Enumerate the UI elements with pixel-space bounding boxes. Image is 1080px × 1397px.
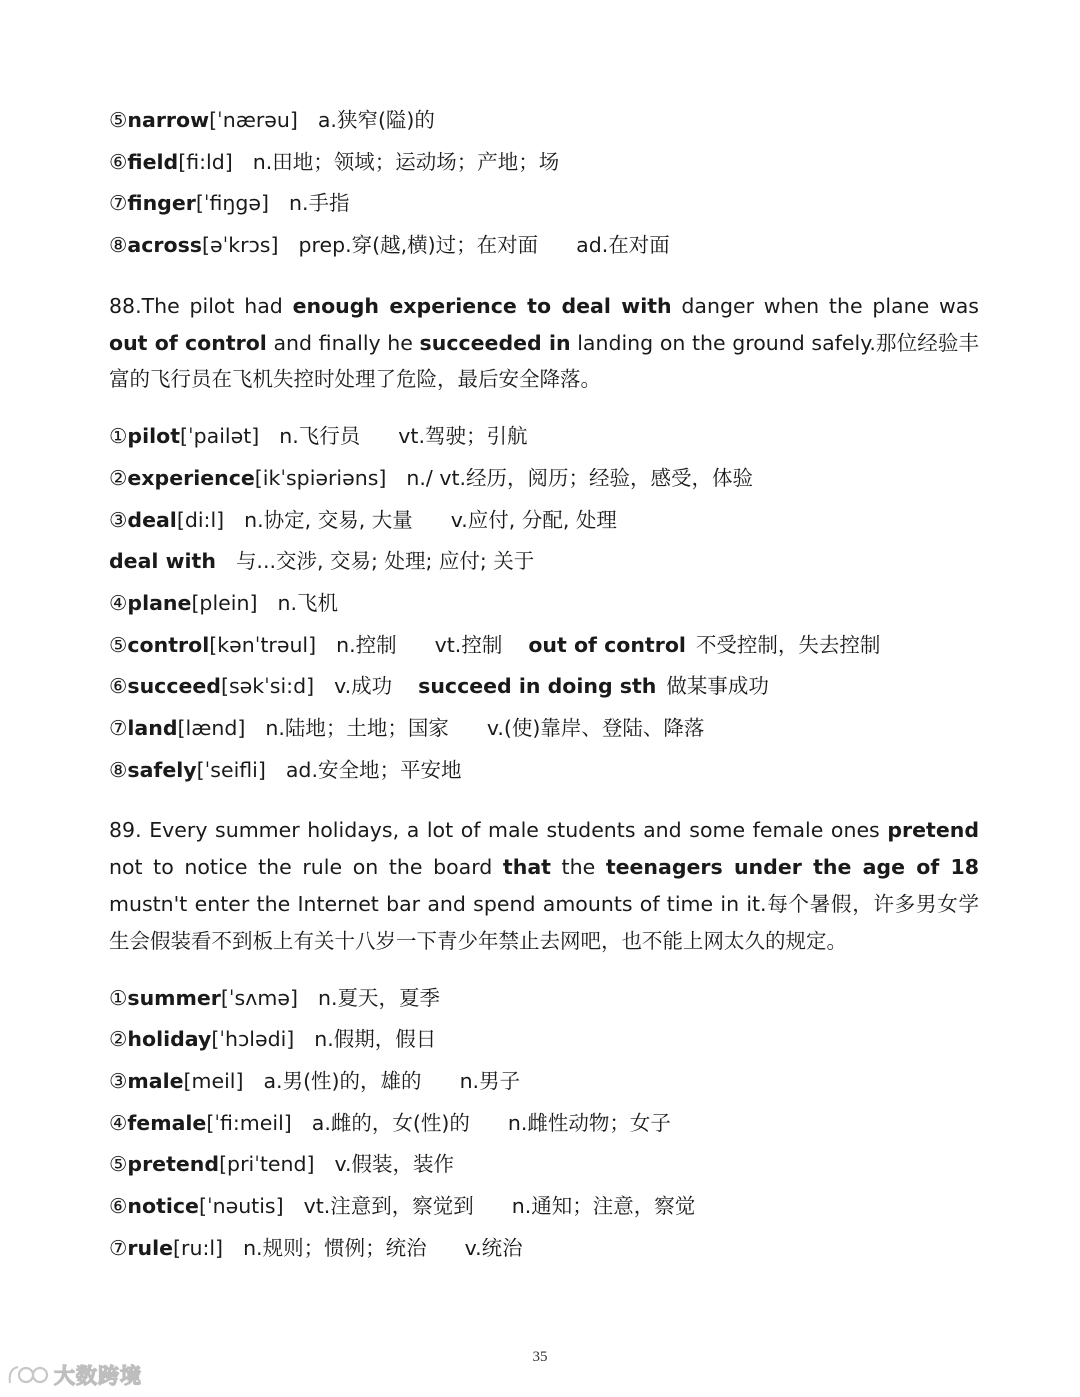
definition: n.男子 — [459, 1068, 521, 1093]
definition: v.统治 — [464, 1235, 523, 1260]
bold-phrase: enough experience to deal with — [292, 293, 672, 318]
vocab-block-1 — [109, 100, 979, 267]
definition: v.假装，装作 — [334, 1152, 455, 1177]
definition: n.规则；惯例；统治 — [243, 1235, 427, 1260]
vocab-entry — [109, 1186, 979, 1228]
document-page — [109, 100, 979, 1269]
definition: n./ vt.经历，阅历；经验，感受，体验 — [406, 465, 754, 490]
sentence-text: danger when the plane was — [671, 293, 979, 318]
phrase: succeed in doing sth — [418, 674, 657, 699]
sentence-text: the — [550, 855, 606, 880]
phonetic: [ˈsʌmə] — [220, 985, 298, 1010]
phonetic: [ˈseifli] — [196, 757, 266, 782]
definition: n.协定, 交易, 大量 — [244, 507, 413, 532]
entry-number: ④ — [109, 1110, 128, 1135]
phonetic: [əˈkrɔs] — [201, 233, 279, 258]
headword: land — [127, 715, 178, 740]
sentence-text: mustn't enter the Internet bar and spend amounts of time in it.每个暑假，许多男女学生会假装看不到板上有关十八岁一下青少年禁止去网吧，也不能上网太久的规定。 — [109, 891, 979, 953]
phrase-definition: 不受控制，失去控制 — [695, 632, 881, 657]
headword: notice — [127, 1193, 199, 1218]
headword: male — [127, 1068, 184, 1093]
phonetic: [ˈnærəu] — [209, 108, 298, 132]
definition: n.飞行员 — [279, 424, 361, 449]
definition: v.(使)靠岸、登陆、降落 — [486, 715, 705, 740]
sentence-text: and finally he — [266, 330, 420, 355]
entry-number: ④ — [109, 590, 128, 615]
vocab-entry — [109, 458, 979, 500]
definition: vt.注意到，察觉到 — [303, 1193, 474, 1218]
phonetic: [ˈnəutis] — [198, 1193, 284, 1218]
headword: field — [127, 149, 179, 174]
bold-phrase: pretend — [887, 818, 979, 843]
definition: ad.安全地；平安地 — [285, 757, 462, 782]
page-number: 35 — [532, 1349, 548, 1365]
definition: a.狭窄(隘)的 — [317, 108, 435, 132]
phrase: out of control — [528, 632, 686, 657]
definition: a.雌的，女(性)的 — [311, 1110, 470, 1135]
vocab-entry — [109, 541, 979, 583]
vocab-entry — [109, 1061, 979, 1103]
definition: v.应付, 分配, 处理 — [450, 507, 617, 532]
entry-number: ⑤ — [109, 632, 128, 657]
headword: experience — [127, 465, 255, 490]
phonetic: [ˈfiŋgə] — [195, 191, 270, 216]
definition: prep.穿(越,横)过；在对面 — [298, 233, 539, 258]
vocab-entry — [109, 142, 979, 184]
bold-phrase: out of control — [109, 330, 267, 355]
vocab-entry — [109, 183, 979, 225]
entry-number: ⑤ — [109, 1152, 128, 1177]
entry-number: ⑥ — [109, 149, 128, 174]
bold-phrase: that — [502, 855, 551, 880]
vocab-entry — [109, 583, 979, 625]
entry-number: ⑥ — [109, 1193, 128, 1218]
vocab-entry — [109, 500, 979, 542]
definition: 与...交涉, 交易; 处理; 应付; 关于 — [235, 549, 535, 574]
entry-number: ① — [109, 985, 128, 1010]
sentence-text: 88.The pilot had — [109, 293, 293, 318]
entry-number: ⑧ — [109, 757, 128, 782]
phonetic: [meil] — [183, 1068, 244, 1093]
vocab-block-2 — [109, 416, 979, 791]
vocab-entry — [109, 708, 979, 750]
definition: n.陆地；土地；国家 — [265, 715, 449, 740]
sentence-text: landing on the ground safely.那位经验丰富的飞行员在飞机失控时处理了危险，最后安全降落。 — [109, 330, 980, 392]
phonetic: [kənˈtrəul] — [209, 632, 317, 657]
vocab-block-3 — [109, 978, 979, 1270]
definition: n.雌性动物；女子 — [507, 1110, 671, 1135]
vocab-entry — [109, 978, 979, 1020]
phonetic: [ˈhɔlədi] — [211, 1027, 295, 1052]
phonetic: [səkˈsi:d] — [220, 674, 315, 699]
definition: a.男(性)的，雄的 — [263, 1068, 422, 1093]
headword: rule — [127, 1235, 174, 1260]
headword: deal — [127, 507, 177, 532]
headword: succeed — [127, 674, 221, 699]
watermark-text: 大数跨境 — [54, 1364, 142, 1388]
phonetic: [plein] — [191, 590, 258, 615]
definition: n.飞机 — [277, 590, 338, 615]
definition: v.成功 — [334, 674, 393, 699]
headword: holiday — [127, 1027, 212, 1052]
headword: summer — [127, 985, 221, 1010]
watermark-logo-icon — [6, 1361, 50, 1389]
entry-number: ⑧ — [109, 233, 128, 258]
headword: narrow — [127, 108, 210, 132]
headword: plane — [127, 590, 192, 615]
definition: n.控制 — [336, 632, 397, 657]
phonetic: [ikˈspiəriəns] — [254, 465, 387, 490]
headword: female — [127, 1110, 207, 1135]
definition: vt.驾驶；引航 — [398, 424, 528, 449]
vocab-entry — [109, 1103, 979, 1145]
vocab-entry — [109, 666, 979, 708]
entry-number: ⑦ — [109, 715, 128, 740]
phonetic: [priˈtend] — [219, 1152, 315, 1177]
headword: control — [127, 632, 210, 657]
watermark — [6, 1360, 142, 1390]
vocab-entry — [109, 750, 979, 792]
vocab-entry — [109, 416, 979, 458]
sentence-88 — [109, 288, 979, 398]
sentence-89 — [109, 812, 979, 959]
vocab-entry — [109, 225, 979, 267]
bold-phrase: teenagers under the age of 18 — [605, 855, 979, 880]
headword: deal with — [109, 549, 216, 574]
headword: across — [127, 233, 202, 258]
definition: n.手指 — [289, 191, 350, 216]
entry-number: ⑤ — [109, 108, 128, 132]
headword: safely — [127, 757, 197, 782]
sentence-text: not to notice the rule on the board — [109, 855, 503, 880]
entry-number: ⑥ — [109, 674, 128, 699]
phonetic: [ˈfi:meil] — [206, 1110, 292, 1135]
vocab-entry — [109, 1228, 979, 1270]
vocab-entry — [109, 1019, 979, 1061]
phonetic: [lænd] — [177, 715, 246, 740]
definition: n.夏天，夏季 — [317, 985, 440, 1010]
entry-number: ③ — [109, 1068, 128, 1093]
phonetic: [ˈpailət] — [180, 424, 260, 449]
entry-number: ② — [109, 1027, 128, 1052]
bold-phrase: succeeded in — [419, 330, 571, 355]
definition: ad.在对面 — [576, 233, 670, 258]
entry-number: ② — [109, 465, 128, 490]
entry-number: ③ — [109, 507, 128, 532]
entry-number: ⑦ — [109, 1235, 128, 1260]
headword: pilot — [127, 424, 181, 449]
sentence-text: 89. Every summer holidays, a lot of male students and some female ones — [109, 818, 888, 843]
phonetic: [ru:l] — [173, 1235, 224, 1260]
headword: finger — [127, 191, 196, 216]
vocab-entry — [109, 1144, 979, 1186]
vocab-entry — [109, 625, 979, 667]
definition: vt.控制 — [434, 632, 503, 657]
phonetic: [fi:ld] — [178, 149, 233, 174]
vocab-entry — [109, 100, 979, 142]
headword: pretend — [127, 1152, 220, 1177]
entry-number: ⑦ — [109, 191, 128, 216]
definition: n.通知；注意，察觉 — [511, 1193, 696, 1218]
definition: n.田地；领域；运动场；产地；场 — [252, 149, 560, 174]
phrase-definition: 做某事成功 — [666, 674, 769, 699]
definition: n.假期，假日 — [314, 1027, 437, 1052]
entry-number: ① — [109, 424, 128, 449]
phonetic: [di:l] — [176, 507, 225, 532]
